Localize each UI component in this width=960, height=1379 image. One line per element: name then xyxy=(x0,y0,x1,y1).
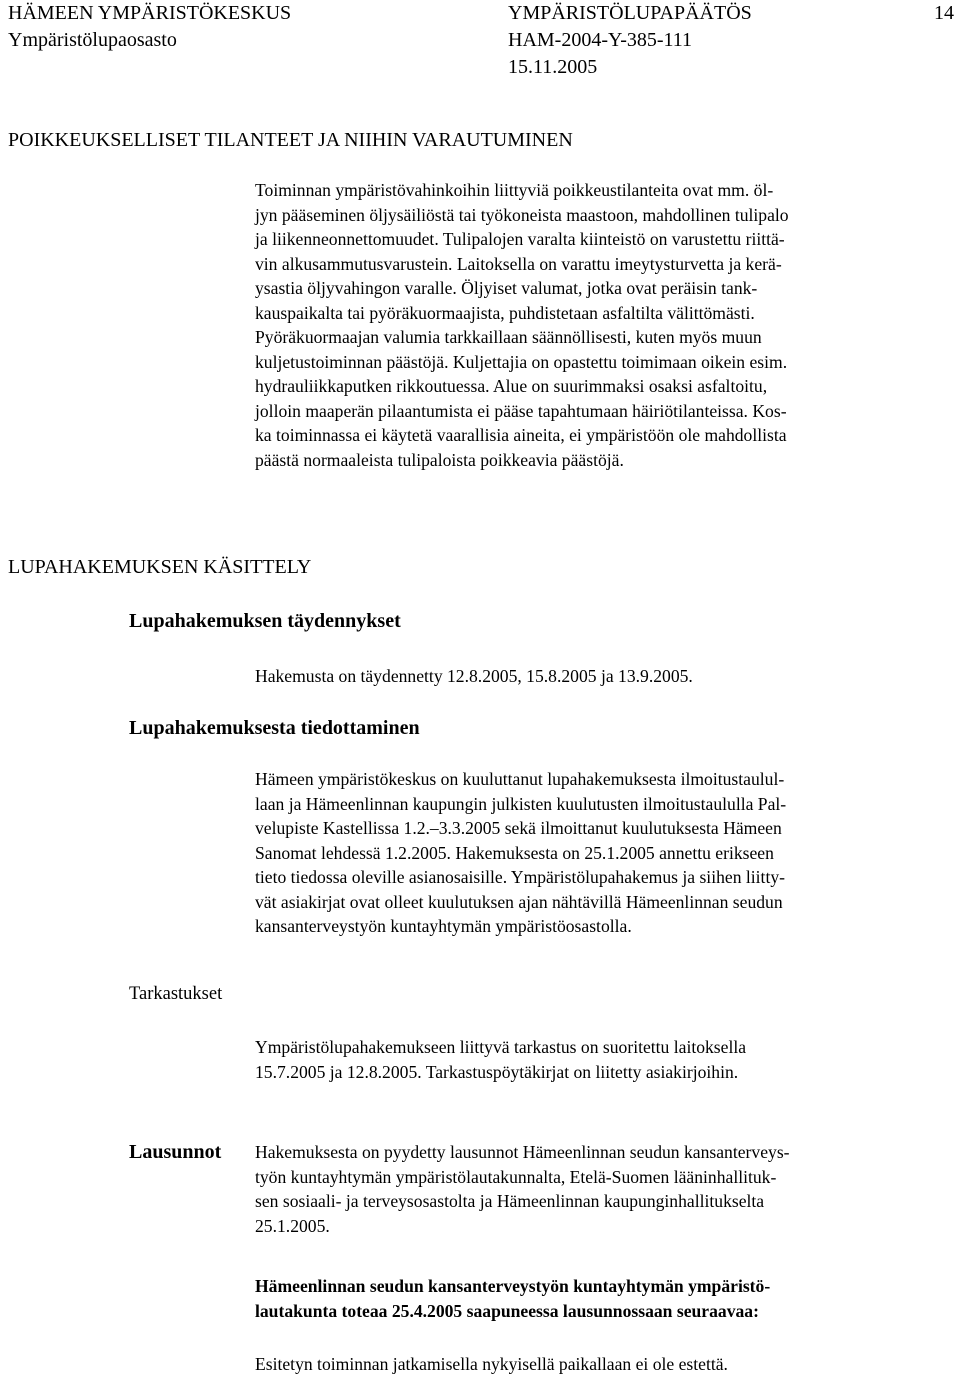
text-line: Hämeen ympäristökeskus on kuuluttanut lupahakemuksesta ilmoitustaulul- xyxy=(255,769,785,789)
text-line: kauspaikalta tai pyöräkuormaajista, puhdistetaan asfaltilta välittömästi. xyxy=(255,302,755,323)
text-line: kansanterveystyön kuntayhtymän ympäristöosastolla. xyxy=(255,916,632,936)
text-line: jyn pääseminen öljysäiliöstä tai työkoneista maastoon, mahdollinen tulipalo xyxy=(255,204,789,225)
text-line: Toiminnan ympäristövahinkoihin liittyviä poikkeustilanteita ovat mm. öl- xyxy=(255,180,774,200)
statements-quote-heading xyxy=(255,1274,770,1323)
header-org: HÄMEEN YMPÄRISTÖKESKUS xyxy=(8,2,292,24)
text-line: Pyöräkuormaajan valumia tarkkaillaan säännöllisesti, kuten myös muun xyxy=(255,327,762,347)
text-line: päästä normaaleista tulipaloista poikkeavia päästöjä. xyxy=(255,449,624,470)
text-line: Hakemuksesta on pyydetty lausunnot Hämeenlinnan seudun kansanterveys- xyxy=(255,1142,790,1162)
header-unit: Ympäristölupaosasto xyxy=(8,29,177,51)
text-line: kuljetustoiminnan päästöjä. Kuljettajia on opastettu toimimaan oikein esim. xyxy=(255,351,788,372)
exceptional-paragraph xyxy=(255,178,789,472)
text-line: hydrauliikkaputken rikkoutuessa. Alue on suurimmaksi osaksi asfaltoitu, xyxy=(255,376,768,396)
header-doc-type: YMPÄRISTÖLUPAPÄÄTÖS xyxy=(508,2,752,24)
text-line: Ympäristölupahakemukseen liittyvä tarkastus on suoritettu laitoksella xyxy=(255,1037,747,1057)
text-line: ysastia öljyvahingon varalle. Öljyiset valumat, jotka ovat peräisin tank- xyxy=(255,278,758,298)
text-line: laan ja Hämeenlinnan kaupungin julkisten kuulutusten ilmoitustaululla Pal- xyxy=(255,793,787,814)
text-line: vin alkusammutusvarustein. Laitoksella on varattu imeytysturvetta ja kerä- xyxy=(255,253,782,274)
text-line: 15.7.2005 ja 12.8.2005. Tarkastuspöytäkirjat on liitetty asiakirjoihin. xyxy=(255,1061,739,1082)
text-line: lautakunta toteaa 25.4.2005 saapuneessa lausunnossaan seuraavaa: xyxy=(255,1300,759,1321)
statements-final-text: Esitetyn toiminnan jatkamisella nykyisellä paikallaan ei ole estettä. xyxy=(255,1354,728,1374)
subheading-inspections: Tarkastukset xyxy=(129,984,223,1004)
inspections-paragraph xyxy=(255,1035,746,1084)
text-line: ka toiminnassa ei käytetä vaarallisia aineita, ei ympäristöön ole mahdollista xyxy=(255,425,787,445)
text-line: jolloin maaperän pilaantumista ei pääse tapahtumaan häiriötilanteissa. Kos- xyxy=(255,400,787,421)
text-line: työn kuntayhtymän ympäristölautakunnalta, Etelä-Suomen lääninhallituk- xyxy=(255,1166,777,1187)
text-line: Hämeenlinnan seudun kansanterveystyön kuntayhtymän ympäristö- xyxy=(255,1276,771,1296)
header-doc-number: HAM-2004-Y-385-111 xyxy=(508,29,693,51)
text-line: velupiste Kastellissa 1.2.–3.3.2005 sekä ilmoittanut kuulutuksesta Hämeen xyxy=(255,818,782,838)
page-number: 14 xyxy=(934,2,954,24)
subheading-supplements: Lupahakemuksen täydennykset xyxy=(129,610,401,632)
header-date: 15.11.2005 xyxy=(508,56,598,78)
text-line: 25.1.2005. xyxy=(255,1215,330,1236)
statements-paragraph xyxy=(255,1140,790,1238)
announcement-paragraph xyxy=(255,767,786,939)
supplements-text: Hakemusta on täydennetty 12.8.2005, 15.8.2005 ja 13.9.2005. xyxy=(255,666,693,686)
text-line: vät asiakirjat ovat olleet kuulutuksen ajan nähtävillä Hämeenlinnan seudun xyxy=(255,891,783,912)
section-heading-exceptional: POIKKEUKSELLISET TILANTEET JA NIIHIN VARAUTUMINEN xyxy=(8,129,573,151)
text-line: sen sosiaali- ja terveysosastolta ja Hämeenlinnan kaupunginhallitukselta xyxy=(255,1191,765,1211)
text-line: ja liikenneonnettomuudet. Tulipalojen varalta kiinteistö on varustettu riittä- xyxy=(255,229,785,249)
section-heading-processing: LUPAHAKEMUKSEN KÄSITTELY xyxy=(8,556,312,578)
subheading-announcement: Lupahakemuksesta tiedottaminen xyxy=(129,717,420,739)
subheading-statements: Lausunnot xyxy=(129,1141,222,1163)
text-line: Sanomat lehdessä 1.2.2005. Hakemuksesta on 25.1.2005 annettu erikseen xyxy=(255,842,774,863)
text-line: tieto tiedossa oleville asianosaisille. Ympäristölupahakemus ja siihen liitty- xyxy=(255,867,785,887)
